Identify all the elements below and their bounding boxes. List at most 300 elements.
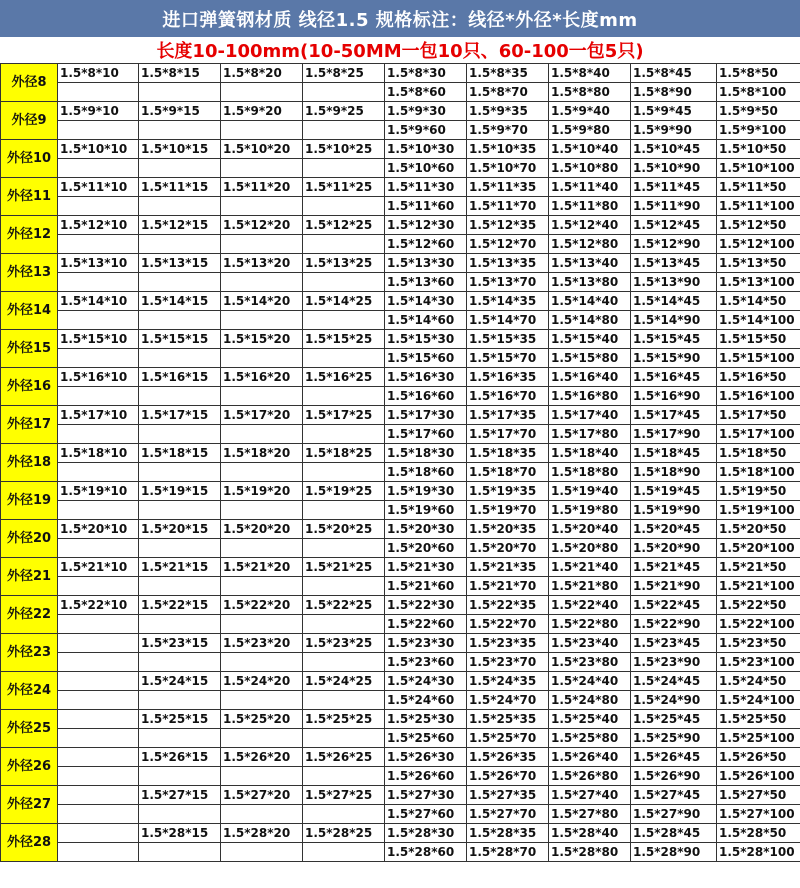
table-row — [1, 102, 800, 121]
spec-cell: 1.5*12*45 — [631, 216, 717, 235]
diameter-label: 外径24 — [1, 672, 58, 710]
spec-cell — [139, 653, 221, 672]
spec-cell: 1.5*9*70 — [467, 121, 549, 140]
spec-cell: 1.5*9*20 — [221, 102, 303, 121]
spec-cell: 1.5*11*100 — [717, 197, 800, 216]
spec-cell — [221, 577, 303, 596]
spec-cell: 1.5*18*20 — [221, 444, 303, 463]
spec-cell — [139, 843, 221, 862]
spec-cell — [58, 577, 139, 596]
spec-cell: 1.5*22*80 — [549, 615, 631, 634]
spec-cell: 1.5*24*35 — [467, 672, 549, 691]
spec-cell — [139, 501, 221, 520]
spec-cell: 1.5*20*70 — [467, 539, 549, 558]
spec-cell — [139, 235, 221, 254]
table-row — [1, 577, 800, 596]
spec-cell: 1.5*17*40 — [549, 406, 631, 425]
spec-cell: 1.5*13*30 — [385, 254, 467, 273]
spec-cell: 1.5*9*80 — [549, 121, 631, 140]
spec-cell: 1.5*17*80 — [549, 425, 631, 444]
spec-cell: 1.5*15*35 — [467, 330, 549, 349]
spec-cell: 1.5*13*35 — [467, 254, 549, 273]
spec-cell: 1.5*14*40 — [549, 292, 631, 311]
spec-cell: 1.5*25*15 — [139, 710, 221, 729]
spec-cell: 1.5*9*30 — [385, 102, 467, 121]
spec-cell: 1.5*9*90 — [631, 121, 717, 140]
table-row — [1, 691, 800, 710]
table-row — [1, 83, 800, 102]
spec-cell: 1.5*16*50 — [717, 368, 800, 387]
diameter-label: 外径16 — [1, 368, 58, 406]
spec-cell: 1.5*25*80 — [549, 729, 631, 748]
spec-cell: 1.5*8*80 — [549, 83, 631, 102]
spec-cell: 1.5*8*10 — [58, 64, 139, 83]
spec-cell: 1.5*27*70 — [467, 805, 549, 824]
table-row — [1, 748, 800, 767]
spec-cell — [303, 463, 385, 482]
spec-cell: 1.5*28*70 — [467, 843, 549, 862]
spec-cell — [58, 805, 139, 824]
table-row — [1, 197, 800, 216]
spec-cell: 1.5*24*20 — [221, 672, 303, 691]
table-row — [1, 64, 800, 83]
spec-cell: 1.5*21*25 — [303, 558, 385, 577]
spec-cell: 1.5*13*10 — [58, 254, 139, 273]
table-row — [1, 425, 800, 444]
spec-cell: 1.5*18*15 — [139, 444, 221, 463]
spec-cell: 1.5*24*30 — [385, 672, 467, 691]
table-row — [1, 729, 800, 748]
diameter-label: 外径26 — [1, 748, 58, 786]
page-subtitle: 长度10-100mm(10-50MM一包10只、60-100一包5只) — [0, 37, 800, 63]
spec-cell: 1.5*14*60 — [385, 311, 467, 330]
spec-cell: 1.5*8*100 — [717, 83, 800, 102]
spec-cell — [58, 843, 139, 862]
diameter-label: 外径20 — [1, 520, 58, 558]
table-row — [1, 216, 800, 235]
spec-cell: 1.5*27*20 — [221, 786, 303, 805]
spec-cell: 1.5*14*100 — [717, 311, 800, 330]
spec-cell: 1.5*17*60 — [385, 425, 467, 444]
spec-cell: 1.5*24*100 — [717, 691, 800, 710]
spec-cell — [58, 672, 139, 691]
spec-table-body — [1, 64, 800, 862]
spec-cell: 1.5*11*70 — [467, 197, 549, 216]
spec-cell: 1.5*17*35 — [467, 406, 549, 425]
table-row — [1, 824, 800, 843]
spec-cell: 1.5*15*80 — [549, 349, 631, 368]
spec-cell: 1.5*25*40 — [549, 710, 631, 729]
spec-cell: 1.5*14*20 — [221, 292, 303, 311]
spec-cell: 1.5*9*15 — [139, 102, 221, 121]
spec-cell: 1.5*16*70 — [467, 387, 549, 406]
spec-cell — [58, 786, 139, 805]
spec-cell: 1.5*8*50 — [717, 64, 800, 83]
spec-cell: 1.5*26*30 — [385, 748, 467, 767]
spec-cell: 1.5*8*25 — [303, 64, 385, 83]
spec-cell: 1.5*26*40 — [549, 748, 631, 767]
spec-cell — [58, 311, 139, 330]
spec-cell: 1.5*20*30 — [385, 520, 467, 539]
spec-cell — [139, 273, 221, 292]
spec-cell: 1.5*12*90 — [631, 235, 717, 254]
spec-cell: 1.5*27*100 — [717, 805, 800, 824]
spec-cell — [139, 767, 221, 786]
spec-cell: 1.5*16*30 — [385, 368, 467, 387]
spec-cell: 1.5*26*80 — [549, 767, 631, 786]
spec-cell: 1.5*10*30 — [385, 140, 467, 159]
spec-cell: 1.5*20*45 — [631, 520, 717, 539]
spec-cell: 1.5*19*25 — [303, 482, 385, 501]
spec-cell: 1.5*20*10 — [58, 520, 139, 539]
spec-cell: 1.5*13*60 — [385, 273, 467, 292]
spec-cell: 1.5*25*30 — [385, 710, 467, 729]
spec-cell: 1.5*22*35 — [467, 596, 549, 615]
spec-cell: 1.5*21*100 — [717, 577, 800, 596]
spec-cell: 1.5*10*15 — [139, 140, 221, 159]
spec-cell — [139, 615, 221, 634]
spec-cell: 1.5*22*50 — [717, 596, 800, 615]
spec-cell: 1.5*13*50 — [717, 254, 800, 273]
spec-cell: 1.5*12*50 — [717, 216, 800, 235]
spec-cell: 1.5*13*25 — [303, 254, 385, 273]
spec-cell — [58, 235, 139, 254]
spec-cell — [58, 767, 139, 786]
spec-cell: 1.5*12*70 — [467, 235, 549, 254]
spec-cell — [58, 710, 139, 729]
spec-cell — [303, 767, 385, 786]
spec-cell — [221, 539, 303, 558]
spec-cell: 1.5*8*70 — [467, 83, 549, 102]
spec-cell: 1.5*26*20 — [221, 748, 303, 767]
table-row — [1, 178, 800, 197]
spec-cell: 1.5*25*25 — [303, 710, 385, 729]
spec-cell: 1.5*22*10 — [58, 596, 139, 615]
spec-cell: 1.5*26*25 — [303, 748, 385, 767]
table-row — [1, 501, 800, 520]
table-row — [1, 463, 800, 482]
spec-cell — [221, 349, 303, 368]
spec-cell: 1.5*23*100 — [717, 653, 800, 672]
spec-cell — [58, 615, 139, 634]
diameter-label: 外径17 — [1, 406, 58, 444]
diameter-label: 外径22 — [1, 596, 58, 634]
spec-cell: 1.5*21*60 — [385, 577, 467, 596]
table-row — [1, 520, 800, 539]
spec-cell: 1.5*16*100 — [717, 387, 800, 406]
spec-cell — [58, 691, 139, 710]
spec-cell: 1.5*11*20 — [221, 178, 303, 197]
spec-cell: 1.5*12*20 — [221, 216, 303, 235]
table-row — [1, 406, 800, 425]
spec-cell: 1.5*26*70 — [467, 767, 549, 786]
table-row — [1, 539, 800, 558]
spec-cell: 1.5*24*60 — [385, 691, 467, 710]
spec-cell — [139, 425, 221, 444]
spec-cell: 1.5*19*90 — [631, 501, 717, 520]
spec-cell: 1.5*17*10 — [58, 406, 139, 425]
spec-cell: 1.5*12*80 — [549, 235, 631, 254]
spec-cell: 1.5*19*30 — [385, 482, 467, 501]
diameter-label: 外径18 — [1, 444, 58, 482]
spec-cell: 1.5*16*40 — [549, 368, 631, 387]
spec-cell: 1.5*15*30 — [385, 330, 467, 349]
diameter-label: 外径14 — [1, 292, 58, 330]
spec-cell — [58, 387, 139, 406]
spec-cell — [139, 729, 221, 748]
spec-cell: 1.5*19*15 — [139, 482, 221, 501]
spec-cell: 1.5*16*45 — [631, 368, 717, 387]
spec-cell: 1.5*18*30 — [385, 444, 467, 463]
spec-cell: 1.5*23*50 — [717, 634, 800, 653]
spec-cell: 1.5*20*100 — [717, 539, 800, 558]
spec-cell — [303, 311, 385, 330]
diameter-label: 外径21 — [1, 558, 58, 596]
spec-cell: 1.5*23*25 — [303, 634, 385, 653]
spec-cell: 1.5*27*80 — [549, 805, 631, 824]
spec-cell: 1.5*27*50 — [717, 786, 800, 805]
spec-cell: 1.5*9*50 — [717, 102, 800, 121]
spec-cell: 1.5*16*15 — [139, 368, 221, 387]
diameter-label: 外径12 — [1, 216, 58, 254]
spec-cell: 1.5*8*15 — [139, 64, 221, 83]
spec-cell: 1.5*19*45 — [631, 482, 717, 501]
spec-cell — [303, 691, 385, 710]
spec-cell: 1.5*17*20 — [221, 406, 303, 425]
spec-cell: 1.5*16*35 — [467, 368, 549, 387]
spec-cell: 1.5*23*40 — [549, 634, 631, 653]
spec-cell: 1.5*28*60 — [385, 843, 467, 862]
spec-cell — [303, 729, 385, 748]
spec-cell: 1.5*8*35 — [467, 64, 549, 83]
spec-cell: 1.5*14*10 — [58, 292, 139, 311]
spec-cell: 1.5*18*10 — [58, 444, 139, 463]
spec-cell: 1.5*22*40 — [549, 596, 631, 615]
spec-cell: 1.5*24*70 — [467, 691, 549, 710]
spec-cell: 1.5*12*15 — [139, 216, 221, 235]
table-row — [1, 767, 800, 786]
spec-cell: 1.5*18*50 — [717, 444, 800, 463]
spec-cell — [139, 83, 221, 102]
spec-cell: 1.5*12*25 — [303, 216, 385, 235]
spec-cell: 1.5*16*90 — [631, 387, 717, 406]
spec-cell — [303, 197, 385, 216]
spec-cell — [58, 634, 139, 653]
spec-cell — [58, 121, 139, 140]
spec-cell — [221, 197, 303, 216]
spec-cell: 1.5*20*25 — [303, 520, 385, 539]
spec-cell — [221, 729, 303, 748]
spec-cell: 1.5*13*100 — [717, 273, 800, 292]
spec-cell: 1.5*22*20 — [221, 596, 303, 615]
spec-cell — [58, 349, 139, 368]
table-row — [1, 387, 800, 406]
spec-cell: 1.5*15*90 — [631, 349, 717, 368]
spec-cell: 1.5*11*30 — [385, 178, 467, 197]
spec-cell — [221, 273, 303, 292]
spec-cell: 1.5*11*60 — [385, 197, 467, 216]
spec-cell: 1.5*25*20 — [221, 710, 303, 729]
spec-cell: 1.5*17*30 — [385, 406, 467, 425]
spec-cell: 1.5*11*15 — [139, 178, 221, 197]
spec-cell: 1.5*22*100 — [717, 615, 800, 634]
spec-cell — [58, 653, 139, 672]
table-row — [1, 330, 800, 349]
spec-cell: 1.5*14*35 — [467, 292, 549, 311]
spec-cell: 1.5*21*45 — [631, 558, 717, 577]
spec-cell: 1.5*13*80 — [549, 273, 631, 292]
spec-cell: 1.5*26*35 — [467, 748, 549, 767]
spec-cell: 1.5*10*40 — [549, 140, 631, 159]
spec-cell — [139, 197, 221, 216]
spec-cell — [139, 463, 221, 482]
spec-cell: 1.5*24*45 — [631, 672, 717, 691]
spec-cell: 1.5*18*80 — [549, 463, 631, 482]
spec-cell: 1.5*9*10 — [58, 102, 139, 121]
diameter-label: 外径9 — [1, 102, 58, 140]
spec-cell: 1.5*12*100 — [717, 235, 800, 254]
spec-cell: 1.5*8*40 — [549, 64, 631, 83]
spec-cell: 1.5*27*90 — [631, 805, 717, 824]
spec-cell: 1.5*27*60 — [385, 805, 467, 824]
spec-cell: 1.5*26*50 — [717, 748, 800, 767]
diameter-label: 外径19 — [1, 482, 58, 520]
spec-cell — [139, 577, 221, 596]
spec-cell: 1.5*26*100 — [717, 767, 800, 786]
spec-cell: 1.5*8*20 — [221, 64, 303, 83]
spec-cell: 1.5*16*10 — [58, 368, 139, 387]
spec-cell: 1.5*11*80 — [549, 197, 631, 216]
spec-cell: 1.5*15*70 — [467, 349, 549, 368]
table-row — [1, 254, 800, 273]
spec-cell: 1.5*17*25 — [303, 406, 385, 425]
spec-cell: 1.5*11*25 — [303, 178, 385, 197]
spec-cell: 1.5*9*45 — [631, 102, 717, 121]
spec-cell — [139, 539, 221, 558]
diameter-label: 外径11 — [1, 178, 58, 216]
spec-cell — [221, 425, 303, 444]
diameter-label: 外径28 — [1, 824, 58, 862]
spec-cell: 1.5*16*80 — [549, 387, 631, 406]
table-row — [1, 235, 800, 254]
spec-cell: 1.5*8*30 — [385, 64, 467, 83]
diameter-label: 外径8 — [1, 64, 58, 102]
spec-cell: 1.5*16*20 — [221, 368, 303, 387]
spec-cell: 1.5*28*25 — [303, 824, 385, 843]
spec-cell: 1.5*25*70 — [467, 729, 549, 748]
spec-cell: 1.5*22*30 — [385, 596, 467, 615]
spec-cell: 1.5*10*25 — [303, 140, 385, 159]
spec-cell — [139, 349, 221, 368]
spec-cell: 1.5*10*50 — [717, 140, 800, 159]
spec-cell — [303, 653, 385, 672]
spec-cell — [303, 235, 385, 254]
spec-cell: 1.5*17*50 — [717, 406, 800, 425]
spec-cell: 1.5*15*100 — [717, 349, 800, 368]
spec-cell: 1.5*14*70 — [467, 311, 549, 330]
spec-cell: 1.5*19*100 — [717, 501, 800, 520]
spec-cell: 1.5*12*60 — [385, 235, 467, 254]
table-row — [1, 634, 800, 653]
spec-cell: 1.5*20*35 — [467, 520, 549, 539]
spec-cell: 1.5*27*15 — [139, 786, 221, 805]
spec-cell — [58, 159, 139, 178]
spec-cell: 1.5*11*40 — [549, 178, 631, 197]
spec-cell — [58, 539, 139, 558]
spec-cell: 1.5*9*25 — [303, 102, 385, 121]
spec-cell: 1.5*15*50 — [717, 330, 800, 349]
spec-cell: 1.5*13*40 — [549, 254, 631, 273]
spec-cell — [303, 805, 385, 824]
spec-cell: 1.5*21*70 — [467, 577, 549, 596]
spec-cell: 1.5*26*90 — [631, 767, 717, 786]
spec-cell: 1.5*18*60 — [385, 463, 467, 482]
spec-cell: 1.5*20*60 — [385, 539, 467, 558]
spec-cell: 1.5*28*100 — [717, 843, 800, 862]
spec-cell: 1.5*21*15 — [139, 558, 221, 577]
spec-cell — [58, 197, 139, 216]
spec-cell: 1.5*26*45 — [631, 748, 717, 767]
spec-cell: 1.5*9*60 — [385, 121, 467, 140]
spec-cell: 1.5*20*90 — [631, 539, 717, 558]
spec-cell: 1.5*16*25 — [303, 368, 385, 387]
spec-cell: 1.5*20*40 — [549, 520, 631, 539]
spec-cell: 1.5*25*100 — [717, 729, 800, 748]
table-row — [1, 672, 800, 691]
spec-cell — [221, 463, 303, 482]
spec-cell: 1.5*22*15 — [139, 596, 221, 615]
spec-cell: 1.5*19*50 — [717, 482, 800, 501]
spec-cell — [58, 824, 139, 843]
diameter-label: 外径25 — [1, 710, 58, 748]
spec-cell: 1.5*23*70 — [467, 653, 549, 672]
spec-cell — [221, 843, 303, 862]
spec-cell — [58, 425, 139, 444]
table-row — [1, 368, 800, 387]
table-row — [1, 843, 800, 862]
spec-cell: 1.5*24*40 — [549, 672, 631, 691]
spec-cell: 1.5*21*40 — [549, 558, 631, 577]
spec-cell: 1.5*27*25 — [303, 786, 385, 805]
spec-cell — [303, 121, 385, 140]
spec-cell: 1.5*24*15 — [139, 672, 221, 691]
spec-cell — [139, 311, 221, 330]
spec-cell: 1.5*25*50 — [717, 710, 800, 729]
spec-cell: 1.5*15*45 — [631, 330, 717, 349]
spec-cell: 1.5*26*60 — [385, 767, 467, 786]
spec-cell: 1.5*28*35 — [467, 824, 549, 843]
spec-cell: 1.5*19*70 — [467, 501, 549, 520]
table-row — [1, 292, 800, 311]
spec-cell: 1.5*19*10 — [58, 482, 139, 501]
spec-cell: 1.5*12*35 — [467, 216, 549, 235]
spec-cell: 1.5*23*45 — [631, 634, 717, 653]
spec-cell: 1.5*28*50 — [717, 824, 800, 843]
spec-cell: 1.5*8*90 — [631, 83, 717, 102]
spec-cell — [221, 83, 303, 102]
spec-cell — [303, 273, 385, 292]
spec-cell: 1.5*19*20 — [221, 482, 303, 501]
table-row — [1, 444, 800, 463]
spec-cell: 1.5*27*35 — [467, 786, 549, 805]
spec-cell — [303, 539, 385, 558]
spec-cell: 1.5*14*30 — [385, 292, 467, 311]
spec-cell: 1.5*18*40 — [549, 444, 631, 463]
spec-cell: 1.5*18*70 — [467, 463, 549, 482]
spec-cell: 1.5*21*30 — [385, 558, 467, 577]
spec-cell: 1.5*26*15 — [139, 748, 221, 767]
spec-cell: 1.5*15*20 — [221, 330, 303, 349]
